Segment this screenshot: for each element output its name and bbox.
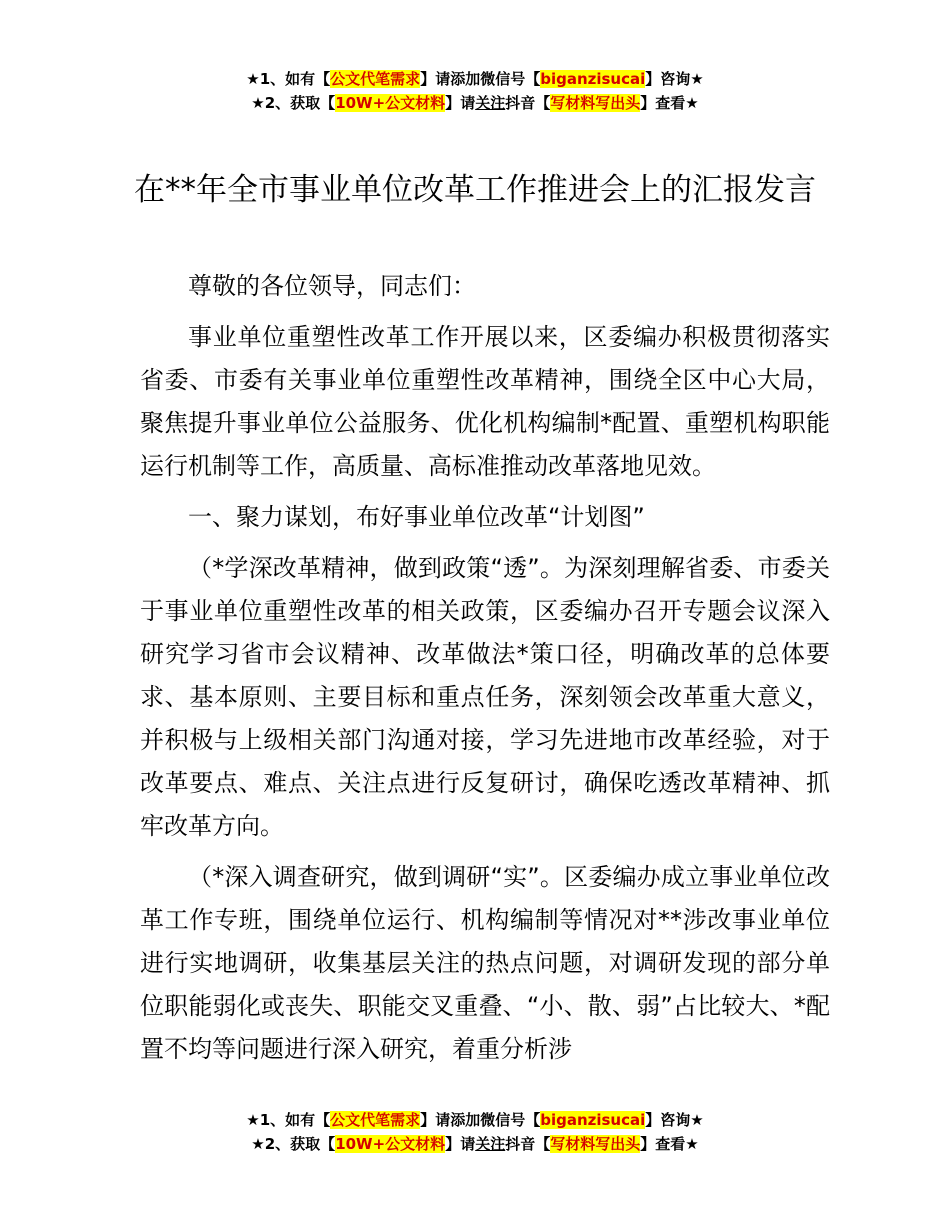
paragraph: （*深入调查研究，做到调研“实”。区委编办成立事业单位改革工作专班，围绕单位运行、机构编制等情况对**涉改事业单位进行实地调研，收集基层关注的热点问题，对调研发现的部分单位职能弱化或丧失、职能交叉重叠、“小、散、弱”占比较大、*配置不均等问题进行深入研究，着重分析涉 bbox=[140, 863, 830, 1063]
banner-highlight: 公文代笔需求 bbox=[330, 70, 421, 88]
banner-text: 抖音【 bbox=[505, 1135, 551, 1153]
banner-highlight: 写材料写出头 bbox=[550, 94, 641, 112]
banner-line-2 bbox=[0, 91, 950, 115]
document-title: 在**年全市事业单位改革工作推进会上的汇报发言 bbox=[134, 172, 816, 208]
section-heading: 一、聚力谋划，布好事业单位改革“计划图” bbox=[188, 503, 645, 531]
banner-text: 】请添加微信号【 bbox=[420, 70, 541, 88]
banner-highlight: 公文代笔需求 bbox=[330, 1111, 421, 1129]
greeting: 尊敬的各位领导，同志们： bbox=[188, 272, 476, 300]
banner-highlight: 写材料写出头 bbox=[550, 1135, 641, 1153]
banner-text: ★1、如有【 bbox=[246, 70, 331, 88]
banner-text: 】请 bbox=[445, 1135, 476, 1153]
banner-text: 】请 bbox=[445, 94, 476, 112]
paragraph: （*学深改革精神，做到政策“透”。为深刻理解省委、市委关于事业单位重塑性改革的相关政策，区委编办召开专题会议深入研究学习省市会议精神、改革做法*策口径，明确改革的总体要求、基本原则、主要目标和重点任务，深刻领会改革重大意义，并积极与上级相关部门沟通对接，学习先进地市改革经验，对于改革要点、难点、关注点进行反复研讨，确保吃透改革精神、抓牢改革方向。 bbox=[140, 554, 830, 840]
banner-highlight: biganzisucai bbox=[540, 1111, 646, 1129]
paragraph: 事业单位重塑性改革工作开展以来，区委编办积极贯彻落实省委、市委有关事业单位重塑性改革精神，围绕全区中心大局，聚焦提升事业单位公益服务、优化机构编制*配置、重塑机构职能运行机制等工作，高质量、高标准推动改革落地见效。 bbox=[140, 323, 830, 480]
banner-line-1 bbox=[0, 1108, 950, 1132]
banner-text: ★1、如有【 bbox=[246, 1111, 331, 1129]
banner-text: ★2、获取【 bbox=[251, 94, 336, 112]
footer-banner bbox=[0, 1108, 950, 1156]
banner-line-2 bbox=[0, 1132, 950, 1156]
banner-text: 】查看★ bbox=[640, 94, 699, 112]
banner-text: 】咨询★ bbox=[645, 1111, 704, 1129]
banner-highlight: 10W+公文材料 bbox=[335, 1135, 446, 1153]
header-banner bbox=[0, 67, 950, 115]
banner-text: ★2、获取【 bbox=[251, 1135, 336, 1153]
banner-line-1 bbox=[0, 67, 950, 91]
banner-text: 】查看★ bbox=[640, 1135, 699, 1153]
document-body bbox=[140, 265, 830, 1079]
banner-text: 抖音【 bbox=[505, 94, 551, 112]
banner-underline: 关注 bbox=[475, 1135, 506, 1153]
banner-underline: 关注 bbox=[475, 94, 506, 112]
banner-text: 】请添加微信号【 bbox=[420, 1111, 541, 1129]
banner-highlight: 10W+公文材料 bbox=[335, 94, 446, 112]
banner-highlight: biganzisucai bbox=[540, 70, 646, 88]
banner-text: 】咨询★ bbox=[645, 70, 704, 88]
